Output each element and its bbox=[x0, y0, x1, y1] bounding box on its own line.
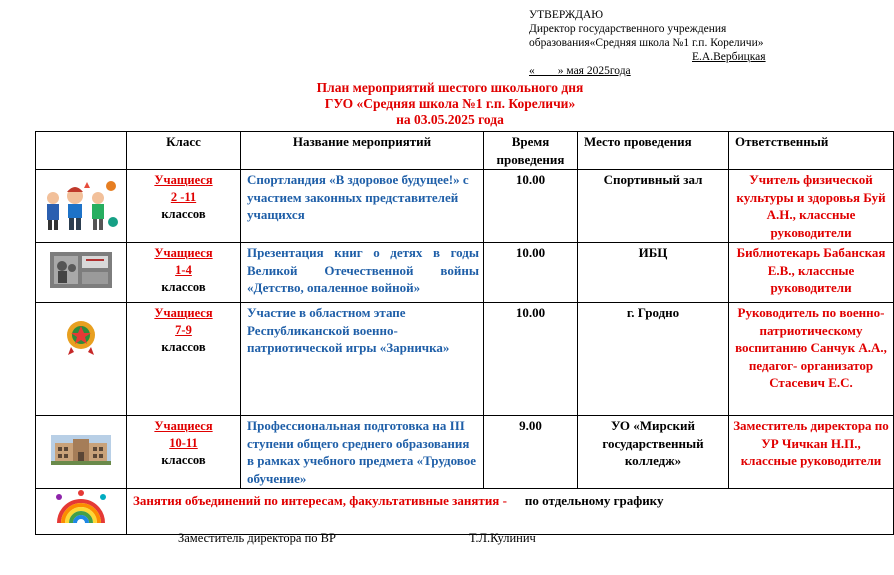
event-time: 9.00 bbox=[484, 416, 578, 489]
footer-position: Заместитель директора по ВР bbox=[178, 531, 336, 545]
event-responsible: Заместитель директора по УР Чичкан Н.П., классные руководители bbox=[729, 416, 894, 489]
event-name: Спортландия «В здоровое будущее!» с участием законных представителей учащихся bbox=[241, 170, 484, 243]
event-name: Презентация книг о детях в годы Великой Отечественной войны «Детство, опаленное войной» bbox=[241, 243, 484, 303]
event-responsible: Руководитель по военно-патриотическому воспитанию Санчук А.А., педагог- организатор Стасевич Е.С. bbox=[729, 303, 894, 416]
approval-block bbox=[529, 8, 766, 78]
class-grades: 1-4 bbox=[175, 263, 192, 277]
college-building-icon bbox=[36, 416, 127, 489]
header-image-col bbox=[36, 132, 127, 170]
title-line2: ГУО «Средняя школа №1 г.п. Кореличи» bbox=[324, 96, 576, 111]
event-responsible: Библиотекарь Бабанская Е.В., классные руководители bbox=[729, 243, 894, 303]
event-place: ИБЦ bbox=[578, 243, 729, 303]
document-title bbox=[230, 80, 670, 128]
class-grades: 7-9 bbox=[175, 323, 192, 337]
event-name: Участие в областном этапе Республиканской военно-патриотической игры «Зарничка» bbox=[241, 303, 484, 416]
approval-line1: Директор государственного учреждения bbox=[529, 23, 727, 35]
header-event: Название мероприятий bbox=[241, 132, 484, 170]
extra-activities-cell bbox=[127, 489, 894, 535]
event-place: Спортивный зал bbox=[578, 170, 729, 243]
table-header-row bbox=[36, 132, 894, 170]
event-time: 10.00 bbox=[484, 243, 578, 303]
sport-family-icon bbox=[36, 170, 127, 243]
table-row bbox=[36, 489, 894, 535]
class-cell bbox=[127, 303, 241, 416]
class-who: Учащиеся bbox=[154, 419, 213, 433]
table-row bbox=[36, 416, 894, 489]
event-name: Профессиональная подготовка на III ступени общего среднего образования в рамках учебного предмета «Трудовое обучение» bbox=[241, 416, 484, 489]
class-who: Учащиеся bbox=[154, 246, 213, 260]
class-grades: 10-11 bbox=[169, 436, 198, 450]
header-class: Класс bbox=[127, 132, 241, 170]
title-line3: на 03.05.2025 года bbox=[396, 112, 504, 127]
table-row bbox=[36, 243, 894, 303]
approval-line2: образования«Средняя школа №1 г.п. Кореличи» bbox=[529, 37, 764, 49]
footer-signature bbox=[178, 531, 536, 546]
class-grades: 2 -11 bbox=[170, 190, 197, 204]
event-responsible: Учитель физической культуры и здоровья Буй А.Н., классные руководители bbox=[729, 170, 894, 243]
event-place: УО «Мирский государственный колледж» bbox=[578, 416, 729, 489]
class-cell bbox=[127, 170, 241, 243]
class-cell bbox=[127, 243, 241, 303]
class-label: классов bbox=[161, 340, 206, 354]
class-label: классов bbox=[161, 453, 206, 467]
footer-name: Т.Л.Кулинич bbox=[469, 531, 536, 545]
rainbow-kids-icon bbox=[36, 489, 127, 535]
extra-activities-schedule: по отдельному графику bbox=[524, 493, 664, 508]
class-label: классов bbox=[161, 280, 206, 294]
event-time: 10.00 bbox=[484, 303, 578, 416]
event-place: г. Гродно bbox=[578, 303, 729, 416]
approval-signer: Е.А.Вербицкая bbox=[692, 51, 766, 63]
zarnichka-emblem-icon bbox=[36, 303, 127, 416]
approval-heading: УТВЕРЖДАЮ bbox=[529, 9, 604, 21]
extra-activities-text: Занятия объединений по интересам, факультативные занятия - bbox=[133, 493, 507, 508]
approval-date: «____» мая 2025года bbox=[529, 65, 631, 77]
header-responsible: Ответственный bbox=[729, 132, 894, 170]
table-row bbox=[36, 303, 894, 416]
class-who: Учащиеся bbox=[154, 173, 213, 187]
class-label: классов bbox=[161, 207, 206, 221]
war-children-book-icon bbox=[36, 243, 127, 303]
events-table bbox=[35, 131, 894, 535]
event-time: 10.00 bbox=[484, 170, 578, 243]
table-row bbox=[36, 170, 894, 243]
class-cell bbox=[127, 416, 241, 489]
class-who: Учащиеся bbox=[154, 306, 213, 320]
header-place: Место проведения bbox=[578, 132, 729, 170]
header-time: Время проведения bbox=[484, 132, 578, 170]
title-line1: План мероприятий шестого школьного дня bbox=[316, 80, 584, 95]
